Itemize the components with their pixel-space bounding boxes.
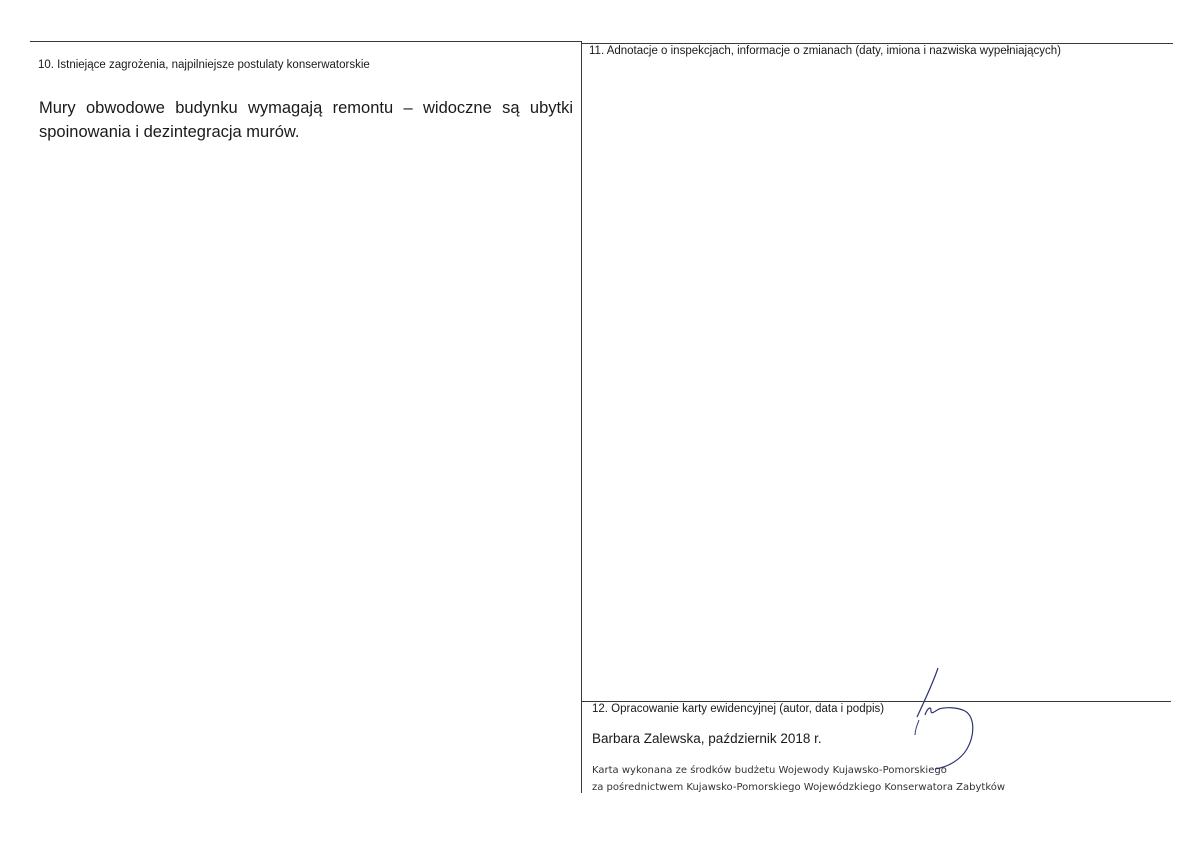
section-10-title: 10. Istniejące zagrożenia, najpilniejsze postulaty konserwatorskie bbox=[38, 59, 370, 71]
author-line: Barbara Zalewska, październik 2018 r. bbox=[592, 731, 822, 746]
top-border-left bbox=[30, 41, 582, 42]
top-border-right bbox=[582, 43, 1173, 44]
section-11-title: 11. Adnotacje o inspekcjach, informacje o zmianach (daty, imiona i nazwiska wypełniających) bbox=[589, 45, 1061, 57]
funding-line-2: za pośrednictwem Kujawsko-Pomorskiego Wojewódzkiego Konserwatora Zabytków bbox=[592, 782, 1006, 793]
section-12-title: 12. Opracowanie karty ewidencyjnej (autor, data i podpis) bbox=[592, 703, 885, 715]
signature-mark bbox=[905, 665, 985, 775]
funding-line-1: Karta wykonana ze środków budżetu Wojewody Kujawsko-Pomorskiego bbox=[592, 765, 947, 776]
section-10-text: Mury obwodowe budynku wymagają remontu – widoczne są ubytki spoinowania i dezintegracja murów. bbox=[39, 99, 573, 141]
column-divider bbox=[581, 41, 582, 793]
section-12-border bbox=[582, 701, 1171, 702]
